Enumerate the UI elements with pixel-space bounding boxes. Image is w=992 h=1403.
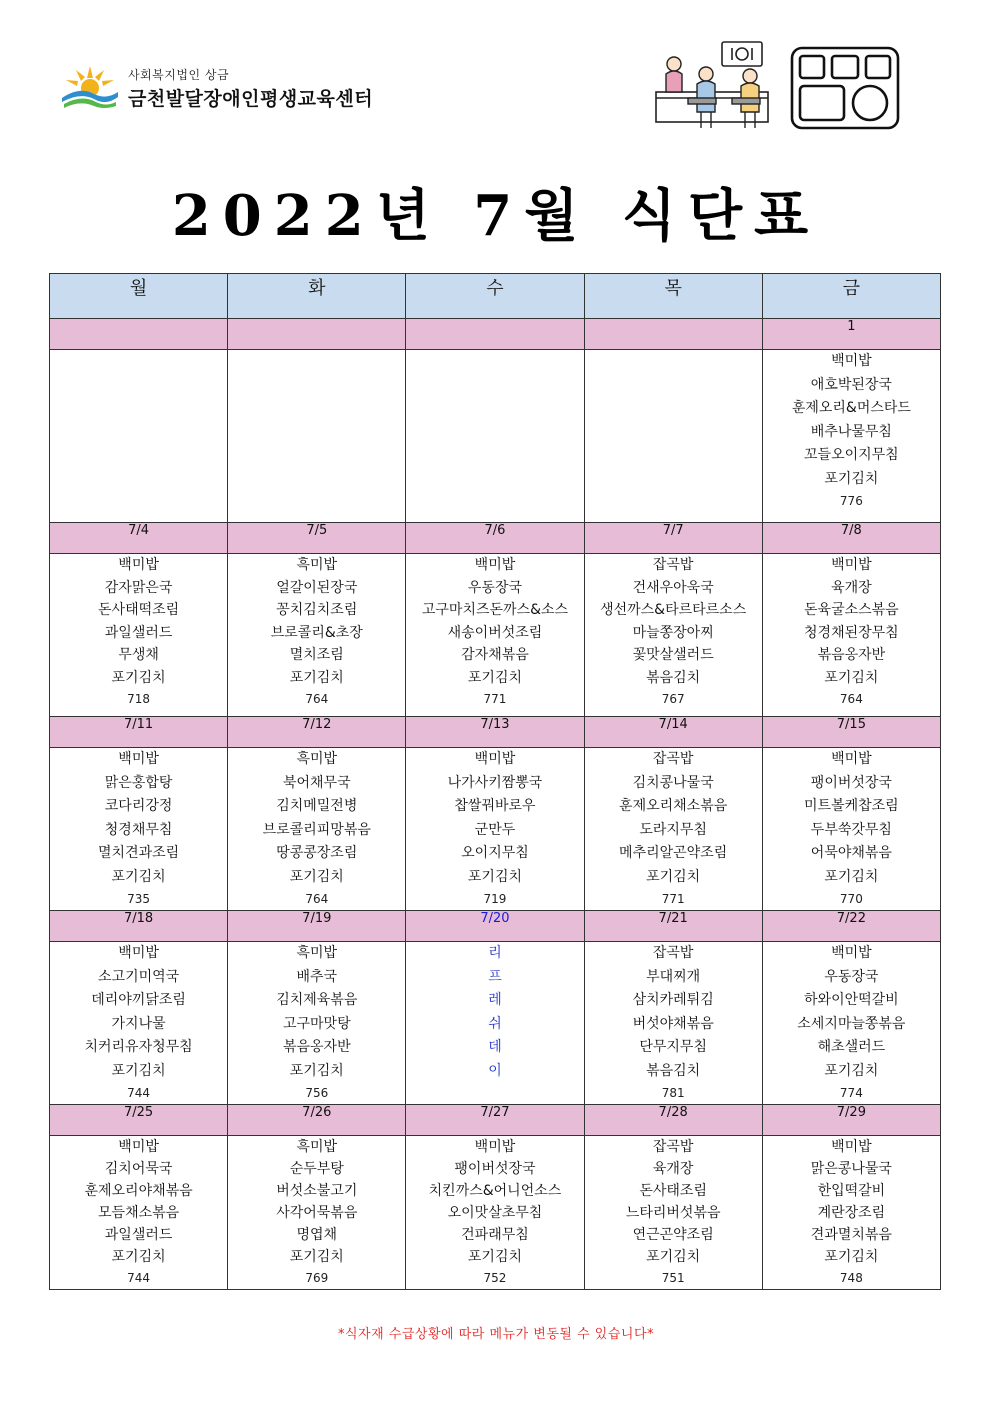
menu-item: 애호박된장국	[810, 376, 892, 393]
menu-item: 포기김치	[111, 868, 166, 885]
menu-item: 삼치카레튀김	[632, 992, 714, 1008]
menu-item: 포기김치	[111, 669, 166, 686]
date-row	[50, 911, 941, 942]
menu-item: 청경채된장무침	[804, 624, 899, 641]
date-cell: 7/20	[406, 911, 584, 942]
menu-item: 포기김치	[824, 1062, 879, 1079]
menu-item: 마늘쫑장아찌	[632, 624, 714, 641]
menu-cell	[406, 554, 584, 717]
menu-cell	[228, 748, 406, 911]
menu-item: 잡곡밥	[652, 751, 694, 767]
menu-item: 훈제오리야채볶음	[84, 1183, 193, 1199]
menu-item: 과일샐러드	[104, 1227, 173, 1243]
calorie-value: 770	[839, 892, 863, 906]
menu-item: 오이맛살초무침	[447, 1205, 543, 1221]
menu-cell	[762, 748, 940, 911]
menu-cell	[50, 942, 228, 1105]
sun-logo-icon	[60, 64, 120, 108]
date-cell: 7/27	[406, 1105, 584, 1136]
menu-item: 백미밥	[474, 1139, 516, 1155]
menu-item: 무생채	[118, 647, 159, 663]
menu-cell	[228, 554, 406, 717]
calorie-value: 767	[661, 692, 685, 706]
menu-cell	[584, 942, 762, 1105]
menu-item: 리	[488, 945, 502, 961]
menu-item: 포기김치	[467, 868, 523, 885]
calorie-value: 735	[127, 892, 151, 906]
date-cell: 7/11	[50, 717, 228, 748]
menu-item: 백미밥	[831, 945, 872, 961]
menu-item: 꼬들오이지무침	[804, 447, 899, 463]
menu-item: 모듬채소볶음	[98, 1205, 180, 1221]
menu-item: 멸치견과조림	[98, 845, 180, 861]
date-cell: 1	[762, 319, 940, 350]
menu-item: 멸치조림	[289, 647, 344, 663]
date-cell: 7/19	[228, 911, 406, 942]
menu-item: 백미밥	[118, 557, 159, 573]
menu-item: 이	[488, 1062, 502, 1079]
menu-item: 도라지무침	[639, 821, 707, 838]
date-cell: 7/13	[406, 717, 584, 748]
day-header-wed: 수	[406, 274, 584, 319]
menu-cell	[50, 1136, 228, 1290]
menu-item: 흑미밥	[296, 557, 338, 573]
menu-item: 돈사태조림	[639, 1183, 707, 1199]
menu-cell	[406, 748, 584, 911]
menu-item: 견과멸치볶음	[810, 1227, 892, 1243]
menu-item: 브로콜리&초장	[270, 624, 363, 641]
menu-item: 맑은콩나물국	[810, 1161, 892, 1177]
menu-row	[50, 554, 941, 717]
menu-item: 버섯소불고기	[276, 1183, 358, 1199]
page-header	[0, 0, 992, 150]
menu-item: 치킨까스&어니언소스	[428, 1183, 562, 1199]
menu-item: 감자맑은국	[104, 579, 173, 596]
menu-item: 미트볼케찹조림	[804, 798, 899, 814]
menu-cell	[762, 554, 940, 717]
menu-item: 고구마맛탕	[282, 1015, 351, 1032]
date-cell: 7/5	[228, 523, 406, 554]
date-cell	[228, 319, 406, 350]
date-cell: 7/7	[584, 523, 762, 554]
menu-item: 생선까스&타르타르소스	[600, 602, 747, 618]
meal-menu-table	[49, 273, 941, 1290]
calorie-value: 718	[127, 692, 151, 706]
menu-item: 건파래무침	[461, 1227, 529, 1243]
menu-item: 버섯야채볶음	[632, 1015, 714, 1032]
menu-item: 훈제오리채소볶음	[619, 798, 728, 814]
date-cell: 7/21	[584, 911, 762, 942]
menu-item: 흑미밥	[296, 751, 338, 767]
menu-cell	[584, 748, 762, 911]
menu-item: 북어채무국	[282, 774, 351, 791]
calorie-value: 764	[839, 692, 863, 706]
menu-item: 감자채볶음	[461, 647, 529, 663]
menu-item: 백미밥	[831, 353, 872, 369]
menu-item: 흑미밥	[296, 1139, 338, 1155]
menu-item: 프	[488, 968, 502, 985]
date-cell	[50, 319, 228, 350]
org-subtitle: 사회복지법인 상금	[128, 68, 230, 82]
menu-item: 나가사키짬뽕국	[447, 774, 543, 791]
menu-item: 육개장	[831, 579, 872, 596]
menu-item: 백미밥	[831, 751, 872, 767]
menu-item: 김치메밀전병	[276, 798, 358, 814]
menu-item: 백미밥	[474, 557, 516, 573]
menu-item: 치커리유자청무침	[84, 1039, 193, 1055]
date-cell: 7/15	[762, 717, 940, 748]
menu-item: 육개장	[652, 1161, 694, 1177]
calorie-value: 744	[127, 1086, 151, 1100]
menu-item: 소세지마늘쫑볶음	[797, 1015, 906, 1032]
menu-cell	[584, 554, 762, 717]
date-cell: 7/18	[50, 911, 228, 942]
calorie-value: 771	[661, 892, 685, 906]
menu-row	[50, 748, 941, 911]
menu-item: 사각어묵볶음	[276, 1205, 358, 1221]
menu-item: 백미밥	[118, 1139, 159, 1155]
menu-item: 포기김치	[646, 868, 701, 885]
menu-cell	[228, 942, 406, 1105]
menu-item: 코다리강정	[104, 798, 173, 814]
menu-item: 메추리알곤약조림	[619, 845, 728, 861]
menu-item: 군만두	[474, 821, 516, 838]
org-name: 금천발달장애인평생교육센터	[128, 88, 374, 110]
calorie-value: 748	[839, 1271, 863, 1285]
menu-item: 훈제오리&머스타드	[791, 400, 911, 416]
menu-item: 포기김치	[824, 1249, 879, 1265]
calorie-value: 752	[483, 1271, 507, 1285]
menu-item: 우동장국	[467, 579, 523, 596]
date-cell	[584, 319, 762, 350]
menu-cell	[406, 350, 584, 523]
calorie-value: 771	[483, 692, 507, 706]
date-row	[50, 523, 941, 554]
menu-cell	[50, 554, 228, 717]
date-cell: 7/26	[228, 1105, 406, 1136]
menu-item: 포기김치	[289, 669, 344, 686]
menu-item: 포기김치	[824, 868, 879, 885]
menu-cell	[50, 350, 228, 523]
menu-item: 레	[488, 992, 502, 1008]
menu-item: 백미밥	[118, 945, 159, 961]
menu-item: 오이지무침	[461, 845, 529, 861]
menu-item: 얼갈이된장국	[276, 579, 358, 596]
menu-item: 볶음옹자반	[817, 647, 886, 663]
meal-tray-icon	[790, 46, 900, 130]
menu-cell	[762, 1136, 940, 1290]
date-cell: 7/8	[762, 523, 940, 554]
menu-cell	[406, 942, 584, 1105]
menu-item: 연근곤약조림	[632, 1227, 714, 1243]
date-cell: 7/4	[50, 523, 228, 554]
menu-item: 포기김치	[289, 1062, 344, 1079]
menu-item: 포기김치	[111, 1062, 166, 1079]
menu-item: 꽁치김치조림	[276, 602, 358, 618]
menu-item: 배추나물무침	[810, 423, 892, 440]
menu-item: 포기김치	[289, 868, 344, 885]
menu-item: 단무지무침	[639, 1039, 707, 1055]
date-cell: 7/22	[762, 911, 940, 942]
menu-item: 쉬	[488, 1015, 502, 1032]
menu-item: 백미밥	[474, 751, 516, 767]
menu-cell	[584, 350, 762, 523]
menu-item: 계란장조림	[817, 1205, 886, 1221]
menu-item: 배추국	[296, 968, 338, 985]
footnote: *식자재 수급상황에 따라 메뉴가 변동될 수 있습니다*	[337, 1327, 654, 1342]
menu-item: 데리야끼닭조림	[91, 992, 186, 1008]
menu-item: 한입떡갈비	[817, 1183, 886, 1199]
menu-item: 땅콩콩장조림	[276, 845, 358, 861]
menu-item: 새송이버섯조림	[447, 624, 543, 641]
date-cell: 7/6	[406, 523, 584, 554]
menu-item: 볶음옹자반	[282, 1039, 351, 1055]
menu-item: 고구마치즈돈까스&소스	[421, 602, 569, 618]
date-cell: 7/12	[228, 717, 406, 748]
cafeteria-staff-icon	[652, 40, 772, 132]
menu-item: 김치어묵국	[104, 1161, 173, 1177]
menu-item: 백미밥	[118, 751, 159, 767]
menu-item: 부대찌개	[646, 968, 701, 985]
menu-item: 돈사태떡조림	[98, 602, 180, 618]
menu-item: 하와이안떡갈비	[804, 992, 899, 1008]
day-header-mon: 월	[50, 274, 228, 319]
menu-cell	[762, 942, 940, 1105]
calorie-value: 719	[483, 892, 507, 906]
menu-item: 팽이버섯장국	[454, 1161, 536, 1177]
calorie-value: 774	[839, 1086, 863, 1100]
page-title: 2022년 7월 식단표	[171, 183, 821, 249]
menu-item: 포기김치	[824, 669, 879, 686]
menu-item: 백미밥	[831, 1139, 872, 1155]
menu-item: 돈육굴소스볶음	[804, 602, 899, 618]
menu-item: 브로콜리피망볶음	[262, 821, 371, 838]
menu-item: 어묵야채볶음	[810, 845, 892, 861]
menu-item: 느타리버섯볶음	[625, 1205, 721, 1221]
menu-item: 명엽채	[296, 1227, 338, 1243]
date-row	[50, 717, 941, 748]
menu-item: 해초샐러드	[817, 1039, 886, 1055]
date-cell: 7/29	[762, 1105, 940, 1136]
date-cell	[406, 319, 584, 350]
menu-item: 팽이버섯장국	[810, 774, 892, 791]
day-header-tue: 화	[228, 274, 406, 319]
menu-cell	[228, 1136, 406, 1290]
day-header-fri: 금	[762, 274, 940, 319]
menu-item: 김치제육볶음	[276, 992, 358, 1008]
menu-item: 잡곡밥	[652, 945, 694, 961]
menu-cell	[584, 1136, 762, 1290]
menu-row	[50, 1136, 941, 1290]
date-row	[50, 1105, 941, 1136]
menu-item: 소고기미역국	[98, 968, 180, 985]
menu-cell	[228, 350, 406, 523]
menu-item: 두부쑥갓무침	[810, 821, 892, 838]
menu-item: 순두부탕	[289, 1161, 344, 1177]
calorie-value: 769	[305, 1271, 329, 1285]
calorie-value: 744	[127, 1271, 151, 1285]
date-cell: 7/25	[50, 1105, 228, 1136]
calorie-value: 781	[661, 1086, 685, 1100]
menu-item: 과일샐러드	[104, 624, 173, 641]
menu-body	[50, 319, 941, 1290]
calorie-value: 764	[305, 892, 329, 906]
calorie-value: 764	[305, 692, 329, 706]
menu-item: 찹쌀꿔바로우	[454, 798, 536, 814]
menu-item: 포기김치	[111, 1249, 166, 1265]
date-cell: 7/14	[584, 717, 762, 748]
menu-item: 맑은홍합탕	[104, 774, 173, 791]
menu-item: 데	[488, 1039, 502, 1055]
menu-item: 포기김치	[646, 1249, 701, 1265]
calorie-value: 751	[661, 1271, 685, 1285]
menu-item: 꽃맛살샐러드	[632, 647, 714, 663]
date-row	[50, 319, 941, 350]
menu-item: 볶음김치	[646, 1062, 701, 1079]
menu-cell	[762, 350, 940, 523]
menu-item: 우동장국	[824, 968, 879, 985]
calorie-value: 776	[839, 494, 863, 508]
menu-item: 건새우아욱국	[632, 579, 714, 596]
menu-item: 백미밥	[831, 557, 872, 573]
day-header-thu: 목	[584, 274, 762, 319]
calorie-value: 756	[305, 1086, 329, 1100]
menu-item: 잡곡밥	[652, 557, 694, 573]
menu-item: 김치콩나물국	[632, 774, 714, 791]
menu-item: 흑미밥	[296, 945, 338, 961]
menu-item: 청경채무침	[104, 821, 173, 838]
menu-cell	[50, 748, 228, 911]
date-cell: 7/28	[584, 1105, 762, 1136]
menu-item: 포기김치	[467, 669, 523, 686]
menu-item: 가지나물	[111, 1015, 166, 1032]
menu-row	[50, 350, 941, 523]
menu-cell	[406, 1136, 584, 1290]
menu-row	[50, 942, 941, 1105]
menu-item: 포기김치	[824, 470, 879, 487]
menu-item: 볶음김치	[646, 669, 701, 686]
menu-item: 포기김치	[289, 1249, 344, 1265]
menu-item: 포기김치	[467, 1249, 523, 1265]
weekday-header-row	[50, 274, 941, 319]
menu-item: 잡곡밥	[652, 1139, 694, 1155]
